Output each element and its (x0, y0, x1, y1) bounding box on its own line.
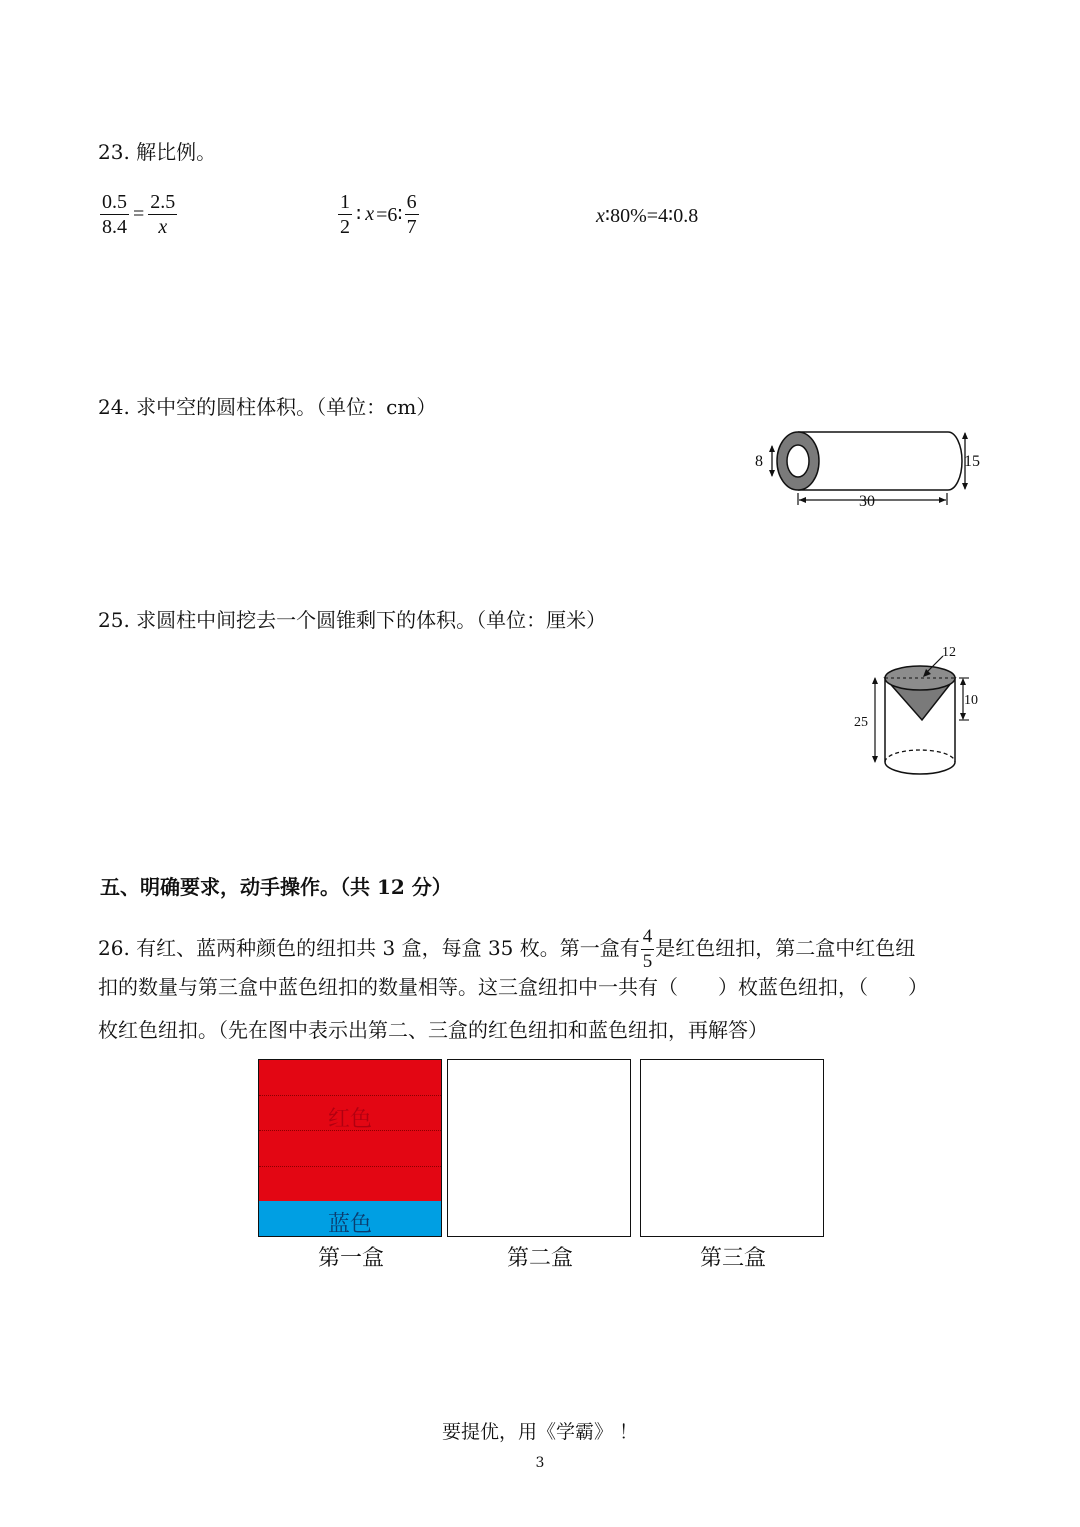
box-3-label: 第三盒 (699, 1246, 766, 1271)
equals-sign: = (133, 203, 145, 225)
blue-label: 蓝色 (327, 1211, 372, 1237)
denominator: 7 (406, 216, 417, 238)
q26-line-1 (98, 925, 915, 974)
cylinder-height-label: 25 (854, 715, 868, 730)
numerator: 2.5 (150, 191, 176, 213)
fraction (641, 925, 655, 974)
variable: x (365, 203, 375, 225)
q23-equation-1 (100, 190, 177, 239)
fraction (148, 190, 177, 239)
inner-diameter-label: 8 (755, 453, 763, 470)
q26-line-2: 扣的数量与第三盒中蓝色纽扣的数量相等。这三盒纽扣中一共有（ ）枚蓝色纽扣，（ ） (98, 975, 928, 999)
q23-title: 23. 解比例。 (98, 140, 217, 164)
numerator: 6 (406, 191, 417, 213)
box-1-diagram (258, 1059, 442, 1237)
denominator: x (158, 216, 168, 238)
q25-title: 25. 求圆柱中间挖去一个圆锥剩下的体积。（单位：厘米） (98, 608, 607, 632)
red-region (259, 1060, 441, 1201)
box-2-label: 第二盒 (506, 1246, 573, 1271)
denominator: 8.4 (102, 216, 127, 238)
outer-diameter-label: 15 (964, 453, 980, 470)
q26-text: 是红色纽扣，第二盒中红色纽 (655, 936, 916, 960)
equation-part: ∶80%=4∶0.8 (604, 205, 699, 227)
page-number: 3 (535, 1455, 545, 1471)
q23-equation-2 (338, 190, 419, 239)
cone-height-label: 10 (964, 693, 978, 708)
fraction (100, 190, 129, 239)
diameter-label: 12 (942, 645, 956, 660)
ratio-sign: ∶ (356, 204, 362, 226)
q23-equation-3 (596, 203, 698, 228)
q26-line-3: 枚红色纽扣。（先在图中表示出第二、三盒的红色纽扣和蓝色纽扣，再解答） (98, 1018, 768, 1042)
box-2-diagram[interactable] (447, 1059, 631, 1237)
fraction (405, 190, 419, 239)
box-1-label: 第一盒 (317, 1246, 384, 1271)
section-5-heading: 五、明确要求，动手操作。（共 12 分） (100, 875, 452, 899)
numerator: 0.5 (102, 191, 127, 213)
cylinder-with-cone-figure (845, 640, 990, 780)
red-label: 红色 (327, 1107, 372, 1132)
box-3-diagram[interactable] (640, 1059, 824, 1237)
hollow-cylinder-figure (745, 425, 990, 515)
q26-text: 26. 有红、蓝两种颜色的纽扣共 3 盒，每盒 35 枚。第一盒有 (98, 936, 640, 960)
length-label: 30 (859, 493, 875, 510)
denominator: 5 (642, 951, 653, 972)
q24-title: 24. 求中空的圆柱体积。（单位：cm） (98, 395, 437, 419)
fraction (338, 190, 352, 239)
blue-region (259, 1201, 441, 1236)
equation-part: =6∶ (376, 204, 403, 226)
numerator: 4 (641, 925, 655, 950)
denominator: 2 (340, 216, 350, 238)
numerator: 1 (340, 191, 350, 213)
variable: x (596, 205, 605, 227)
footer-slogan: 要提优，用《学霸》 ！ (441, 1421, 639, 1443)
